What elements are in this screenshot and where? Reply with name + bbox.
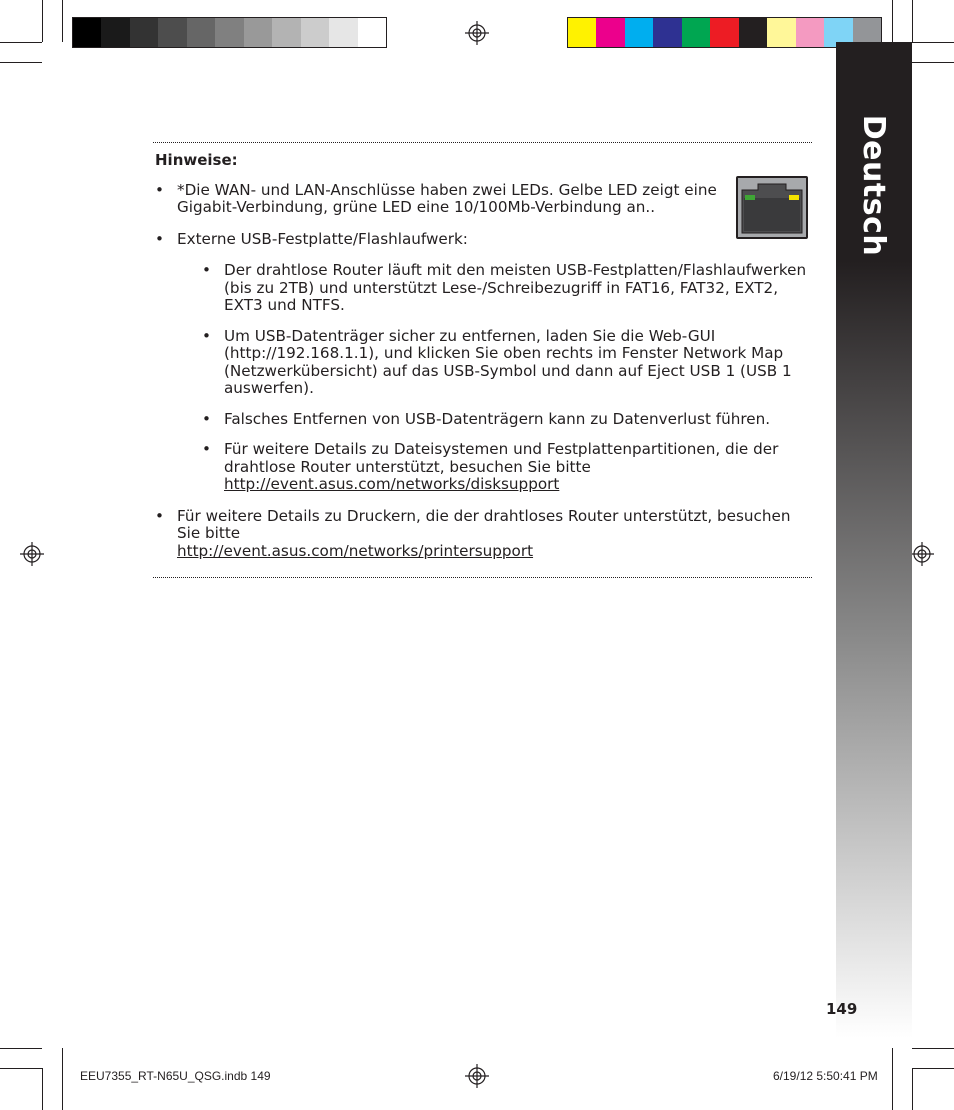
color-swatch: [625, 18, 653, 47]
sub-item-text: Um USB-Datenträger sicher zu entfernen, laden Sie die Web-GUI (http://192.168.1.1), und klicken Sie oben rechts im Fenster Network Map (Netzwerkübersicht) auf das USB-Symbol und dann auf Eject USB 1 (USB 1 auswerfen).: [224, 326, 792, 397]
footer-timestamp: 6/19/12 5:50:41 PM: [773, 1069, 878, 1083]
bullet: •: [155, 229, 164, 248]
language-side-tab-label-box: [836, 70, 912, 300]
color-swatch: [272, 18, 300, 47]
note-item-printers: [155, 508, 815, 561]
registration-mark-icon: [910, 542, 934, 566]
color-swatch: [739, 18, 767, 47]
language-side-tab-label: Deutsch: [856, 114, 892, 256]
crop-mark: [912, 1068, 913, 1110]
usb-sub-list: [177, 262, 815, 494]
color-swatch: [187, 18, 215, 47]
bullet: •: [202, 409, 211, 428]
disk-support-link[interactable]: http://event.asus.com/networks/disksupport: [224, 475, 560, 493]
color-swatch: [710, 18, 738, 47]
sub-item: [177, 441, 815, 494]
bullet: •: [202, 261, 211, 279]
sub-item-text: Der drahtlose Router läuft mit den meisten USB-Festplatten/Flashlaufwerken (bis zu 2TB) und unterstützt Lese-/Schreibezugriff in FAT16, FAT32, EXT2, EXT3 und NTFS.: [224, 261, 807, 314]
ethernet-port-drawing: [738, 178, 806, 237]
color-swatch: [682, 18, 710, 47]
bullet: •: [155, 180, 164, 199]
note-item-led: [155, 182, 815, 217]
notes-top-divider: [153, 142, 812, 143]
crop-mark: [912, 62, 954, 63]
crop-mark: [62, 0, 63, 42]
ethernet-port-icon: [736, 176, 808, 239]
sub-item-text: Falsches Entfernen von USB-Datenträgern kann zu Datenverlust führen.: [224, 409, 771, 428]
note-text: Für weitere Details zu Druckern, die der drahtloses Router unterstützt, besuchen Sie bitte: [177, 506, 791, 542]
notes-box: [155, 152, 815, 560]
sub-item: [177, 262, 815, 315]
green-led-icon: [745, 195, 755, 200]
footer-file-info: EEU7355_RT-N65U_QSG.indb 149: [80, 1069, 271, 1083]
sub-item: [177, 411, 815, 429]
color-swatch: [101, 18, 129, 47]
color-swatch: [767, 18, 795, 47]
registration-mark-icon: [465, 21, 489, 45]
crop-mark: [42, 0, 43, 42]
printer-support-link[interactable]: http://event.asus.com/networks/printersupport: [177, 541, 534, 560]
color-swatch: [244, 18, 272, 47]
color-swatch: [568, 18, 596, 47]
crop-mark: [0, 62, 42, 63]
sub-item-text: Für weitere Details zu Dateisystemen und Festplattenpartitionen, die der drahtlose Router unterstützt, besuchen Sie bitte: [224, 440, 779, 476]
crop-mark: [912, 0, 913, 42]
crop-mark: [42, 1068, 43, 1110]
yellow-led-icon: [789, 195, 799, 200]
color-calibration-bar: [567, 17, 882, 48]
note-text: Externe USB-Festplatte/Flashlaufwerk:: [177, 229, 468, 248]
page-number: 149: [826, 1000, 858, 1018]
crop-mark: [0, 42, 42, 43]
notes-heading: Hinweise:: [155, 151, 238, 169]
crop-mark: [62, 1048, 63, 1110]
note-text: *Die WAN- und LAN-Anschlüsse haben zwei LEDs. Gelbe LED zeigt eine Gigabit-Verbindung, grüne LED eine 10/100Mb-Verbindung an..: [177, 180, 717, 216]
registration-mark-icon: [465, 1064, 489, 1088]
notes-list: [155, 182, 815, 561]
crop-mark: [892, 1048, 893, 1110]
crop-mark: [912, 1068, 954, 1069]
color-swatch: [796, 18, 824, 47]
color-swatch: [73, 18, 101, 47]
color-swatch: [301, 18, 329, 47]
crop-mark: [892, 0, 893, 42]
color-swatch: [215, 18, 243, 47]
color-swatch: [358, 18, 386, 47]
note-item-usb: [155, 231, 815, 494]
color-swatch: [130, 18, 158, 47]
registration-mark-icon: [20, 542, 44, 566]
crop-mark: [912, 42, 954, 43]
color-swatch: [158, 18, 186, 47]
grayscale-calibration-bar: [72, 17, 387, 48]
notes-bottom-divider: [153, 577, 812, 578]
bullet: •: [202, 326, 211, 345]
crop-mark: [0, 1068, 42, 1069]
color-swatch: [329, 18, 357, 47]
crop-mark: [912, 1048, 954, 1049]
bullet: •: [155, 506, 164, 525]
color-swatch: [596, 18, 624, 47]
color-swatch: [653, 18, 681, 47]
bullet: •: [202, 440, 211, 458]
crop-mark: [0, 1048, 42, 1049]
sub-item: [177, 328, 815, 398]
